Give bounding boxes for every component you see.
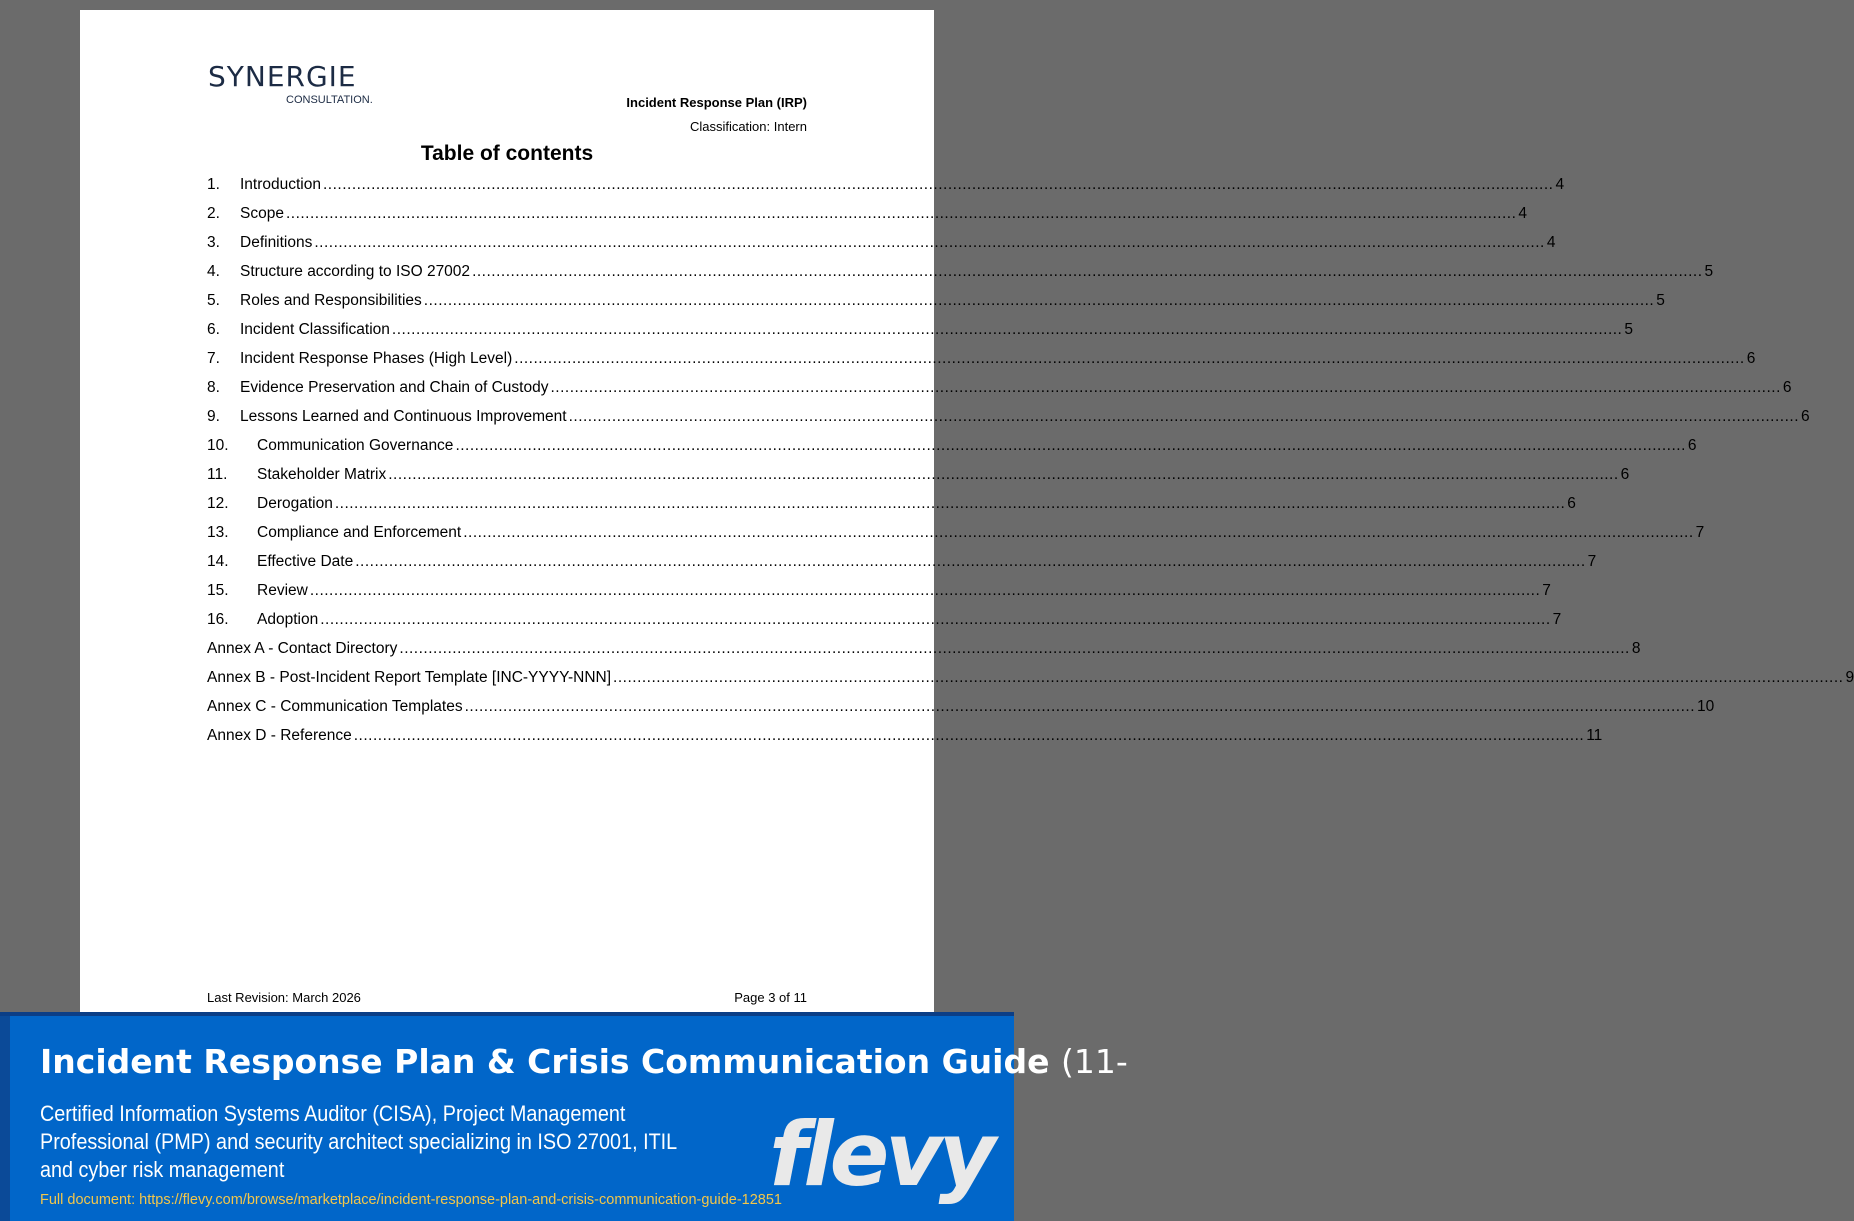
toc-dot-leader (463, 524, 1693, 542)
toc-dot-leader (424, 292, 1654, 310)
toc-entry-number: 15. (207, 581, 229, 599)
toc-entry-number: 11. (207, 465, 228, 483)
toc-entry-label: Incident Response Phases (High Level) (240, 349, 513, 367)
toc-entry-label: Annex A - Contact Directory (207, 639, 398, 657)
document-title: Incident Response Plan (IRP) (626, 95, 807, 110)
banner-title-suffix: (11- (1060, 1042, 1128, 1081)
toc-dot-leader (335, 495, 1565, 513)
toc-entry-page: 6 (1687, 436, 1697, 454)
toc-entry-number: 14. (207, 552, 229, 570)
toc-entry[interactable] (207, 170, 1565, 199)
toc-entry-page: 5 (1624, 320, 1633, 338)
toc-entry-label: Evidence Preservation and Chain of Custody (240, 378, 549, 396)
toc-entry-number: 2. (207, 204, 220, 222)
toc-heading: Table of contents (420, 142, 594, 165)
toc-entry-page: 9 (1845, 668, 1854, 686)
toc-entry-label: Adoption (257, 610, 319, 628)
toc-entry-label: Definitions (240, 233, 313, 251)
toc-entry-label: Effective Date (257, 552, 354, 570)
toc-entry-number: 4. (207, 262, 220, 280)
toc-entry-page: 7 (1542, 581, 1551, 599)
toc-entry-number: 3. (207, 233, 220, 251)
logo-wordmark: SYNERGIE (208, 60, 357, 93)
toc-dot-leader (354, 727, 1584, 745)
toc-dot-leader (455, 437, 1685, 455)
banner-edge (0, 1016, 10, 1221)
toc-dot-leader (550, 379, 1780, 397)
logo-subtitle: CONSULTATION. (286, 94, 373, 106)
toc-entry-label: Annex C - Communication Templates (207, 697, 463, 715)
toc-entry-number: 13. (207, 523, 229, 541)
toc-entry-number: 10. (207, 436, 229, 454)
toc-entry[interactable] (207, 663, 1854, 692)
toc-entry-label: Structure according to ISO 27002 (240, 262, 471, 280)
toc-entry-page: 5 (1704, 262, 1714, 280)
toc-entry-page: 4 (1555, 175, 1565, 193)
banner-title-main: Incident Response Plan & Crisis Communication Guide (40, 1042, 1050, 1081)
toc-entry-label: Derogation (257, 494, 333, 512)
toc-entry-page: 4 (1518, 204, 1528, 222)
page-number: Page 3 of 11 (734, 990, 807, 1005)
toc-entry-page: 11 (1586, 726, 1603, 744)
full-document-link[interactable]: Full document: https://flevy.com/browse/marketplace/incident-response-plan-and-crisis-communication-guide-12851 (40, 1192, 782, 1208)
toc-entry-label: Introduction (240, 175, 321, 193)
toc-entry[interactable] (207, 489, 1576, 518)
toc-entry-label: Roles and Responsibilities (240, 291, 422, 309)
toc-dot-leader (310, 582, 1540, 600)
toc-entry[interactable] (207, 257, 1714, 286)
toc-entry-page: 6 (1620, 465, 1630, 483)
toc-entry-number: 8. (207, 378, 220, 396)
toc-dot-leader (320, 611, 1550, 629)
toc-dot-leader (314, 234, 1544, 252)
toc-entry-number: 16. (207, 610, 229, 628)
toc-entry[interactable] (207, 692, 1715, 721)
toc-entry[interactable] (207, 634, 1641, 663)
toc-dot-leader (465, 698, 1695, 716)
toc-entry[interactable] (207, 431, 1697, 460)
toc-entry[interactable] (207, 228, 1556, 257)
document-page (80, 10, 1854, 1014)
toc-entry-page: 6 (1782, 378, 1792, 396)
toc-entry[interactable] (207, 286, 1665, 315)
toc-dot-leader (392, 321, 1622, 339)
toc-entry[interactable] (207, 547, 1597, 576)
toc-entry[interactable] (207, 315, 1633, 344)
toc-entry-page: 6 (1801, 407, 1810, 425)
toc-dot-leader (323, 176, 1553, 194)
toc-entry-page: 5 (1656, 291, 1665, 309)
toc-dot-leader (399, 640, 1629, 658)
toc-entry-number: 7. (207, 349, 220, 367)
synergie-logo (208, 60, 388, 106)
toc-entry-page: 6 (1567, 494, 1576, 512)
last-revision: Last Revision: March 2026 (207, 990, 361, 1005)
toc-entry-page: 8 (1631, 639, 1641, 657)
toc-entry[interactable] (207, 199, 1528, 228)
toc-entry-page: 10 (1697, 697, 1715, 715)
toc-entry[interactable] (207, 576, 1551, 605)
table-of-contents (207, 170, 1854, 750)
promo-banner (0, 1012, 1128, 1221)
toc-entry[interactable] (207, 518, 1705, 547)
toc-entry[interactable] (207, 721, 1603, 750)
toc-dot-leader (613, 669, 1843, 687)
toc-dot-leader (355, 553, 1585, 571)
toc-entry-number: 12. (207, 494, 229, 512)
toc-entry[interactable] (207, 402, 1810, 431)
toc-entry-label: Review (257, 581, 308, 599)
classification-label: Classification: Intern (689, 119, 807, 134)
toc-entry-number: 9. (207, 407, 220, 425)
toc-entry-label: Communication Governance (257, 436, 454, 454)
toc-entry-page: 7 (1552, 610, 1562, 628)
toc-entry-page: 7 (1587, 552, 1597, 570)
toc-entry-label: Stakeholder Matrix (257, 465, 387, 483)
toc-entry-label: Annex B - Post-Incident Report Template [INC-YYYY-NNN] (207, 668, 612, 686)
toc-entry-label: Annex D - Reference (207, 726, 352, 744)
toc-entry-number: 6. (207, 320, 220, 338)
toc-entry-number: 5. (207, 291, 220, 309)
toc-dot-leader (569, 408, 1799, 426)
toc-entry-label: Lessons Learned and Continuous Improvement (240, 407, 567, 425)
toc-entry[interactable] (207, 460, 1630, 489)
toc-entry-label: Scope (240, 204, 284, 222)
toc-entry-label: Incident Classification (240, 320, 390, 338)
toc-entry-label: Compliance and Enforcement (257, 523, 462, 541)
toc-entry-page: 4 (1546, 233, 1556, 251)
toc-dot-leader (472, 263, 1702, 281)
banner-title (40, 1042, 1128, 1081)
banner-description: Certified Information Systems Auditor (CISA), Project Management Professional (PMP) and security architect specializing in ISO 27001, ITIL and cyber risk management (40, 1101, 677, 1182)
toc-dot-leader (286, 205, 1516, 223)
toc-entry-page: 7 (1695, 523, 1705, 541)
toc-dot-leader (514, 350, 1744, 368)
toc-entry[interactable] (207, 373, 1792, 402)
toc-entry[interactable] (207, 605, 1562, 634)
toc-entry-number: 1. (207, 175, 220, 193)
flevy-logo: flevy (769, 1103, 992, 1206)
toc-entry-page: 6 (1746, 349, 1756, 367)
toc-dot-leader (388, 466, 1618, 484)
toc-entry[interactable] (207, 344, 1756, 373)
